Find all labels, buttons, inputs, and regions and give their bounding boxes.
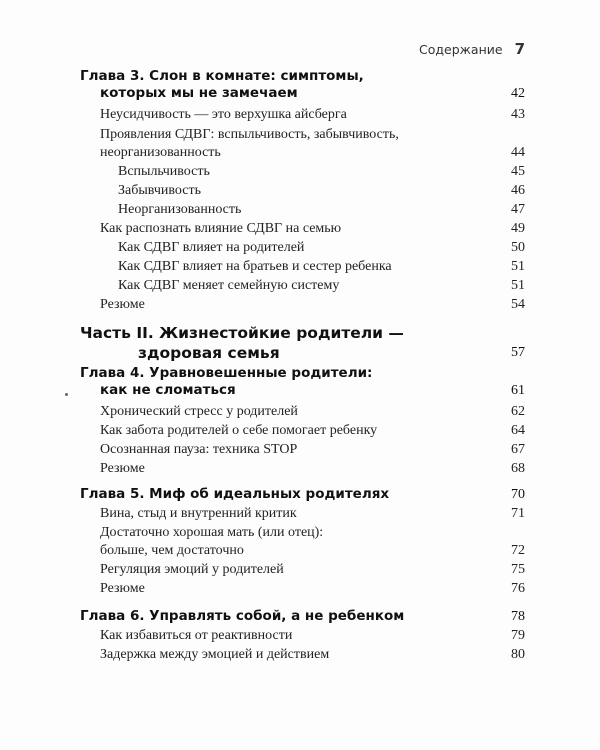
toc-entry-title: Проявления СДВГ: вспыльчивость, забывчивость, xyxy=(100,127,399,142)
running-head xyxy=(419,40,525,58)
toc-entry-page: 44 xyxy=(511,145,525,160)
toc-entry-subsection xyxy=(80,163,525,181)
toc-entry-section xyxy=(80,627,525,645)
toc-entry-chapter xyxy=(80,68,525,102)
toc-entry-chapter xyxy=(80,486,525,503)
toc-entry-page: 79 xyxy=(511,628,525,643)
toc-entry-title: Вина, стыд и внутренний критик xyxy=(100,506,297,521)
toc-entry-title: Забывчивость xyxy=(118,183,201,198)
toc-entry-page: 67 xyxy=(511,442,525,457)
toc-entry-subsection xyxy=(80,239,525,257)
toc-entry-page: 75 xyxy=(511,562,525,577)
toc-entry-section xyxy=(80,220,525,238)
toc-entry-title: Как забота родителей о себе помогает ребенку xyxy=(100,423,378,438)
toc-entry-title: Резюме xyxy=(100,461,145,476)
toc-entry-section xyxy=(80,460,525,478)
toc-entry-title: как не сломаться xyxy=(100,382,236,398)
toc-entry-page: 78 xyxy=(511,609,525,624)
toc-entry-section xyxy=(80,403,525,421)
toc-entry-chapter xyxy=(80,365,525,399)
toc-entry-page: 50 xyxy=(511,240,525,255)
toc-entry-title: Неусидчивость — это верхушка айсберга xyxy=(100,107,347,122)
toc-entry-section xyxy=(80,505,525,523)
toc-entry-subsection xyxy=(80,258,525,276)
toc-entry-page: 45 xyxy=(511,164,525,179)
toc-entry-title: Резюме xyxy=(100,581,145,596)
toc-entry-title: Неорганизованность xyxy=(118,202,242,217)
toc-entry-title: Глава 6. Управлять собой, а не ребенком xyxy=(80,608,405,624)
toc-entry-title: Как СДВГ влияет на родителей xyxy=(118,240,305,255)
toc-entry-page: 76 xyxy=(511,581,525,596)
toc-entry-title: Как СДВГ меняет семейную систему xyxy=(118,278,340,293)
toc-entry-title: Глава 4. Уравновешенные родители: xyxy=(80,365,373,381)
toc-entry-section xyxy=(80,524,525,560)
toc-entry-title: Задержка между эмоцией и действием xyxy=(100,647,330,662)
toc-entry-title: Вспыльчивость xyxy=(118,164,210,179)
toc-entry-page: 42 xyxy=(511,86,525,101)
toc-entry-title: Как избавиться от реактивности xyxy=(100,628,293,643)
toc-entry-title: Хронический стресс у родителей xyxy=(100,404,298,419)
toc-entry-page: 57 xyxy=(511,345,525,360)
toc-entry-title: Осознанная пауза: техника STOP xyxy=(100,442,298,457)
toc-entry-title: Как распознать влияние СДВГ на семью xyxy=(100,221,342,236)
toc-entry-title: Глава 5. Миф об идеальных родителях xyxy=(80,486,390,502)
toc-entry-page: 46 xyxy=(511,183,525,198)
toc-entry-section xyxy=(80,106,525,124)
toc-entry-page: 49 xyxy=(511,221,525,236)
toc-entry-section xyxy=(80,296,525,314)
toc-entry-title: здоровая семья xyxy=(138,344,280,362)
toc-entry-page: 47 xyxy=(511,202,525,217)
toc-entry-page: 71 xyxy=(511,506,525,521)
stray-mark xyxy=(65,393,68,396)
toc-entry-title: Регуляция эмоций у родителей xyxy=(100,562,284,577)
toc-entry-page: 61 xyxy=(511,383,525,398)
running-head-section: Содержание xyxy=(419,42,503,57)
toc-entry-title: которых мы не замечаем xyxy=(100,85,298,101)
toc-entry-title: Достаточно хорошая мать (или отец): xyxy=(100,525,324,540)
toc-entry-page: 64 xyxy=(511,423,525,438)
toc-entry-section xyxy=(80,422,525,440)
toc-entry-subsection xyxy=(80,182,525,200)
toc-entry-title: больше, чем достаточно xyxy=(100,543,244,558)
toc-entry-page: 70 xyxy=(511,487,525,502)
toc-entry-page: 80 xyxy=(511,647,525,662)
toc-entry-page: 62 xyxy=(511,404,525,419)
toc-entry-section xyxy=(80,441,525,459)
toc-entry-chapter xyxy=(80,608,525,625)
toc-entry-title: неорганизованность xyxy=(100,145,221,160)
toc-entry-part xyxy=(80,323,525,363)
toc-entry-page: 72 xyxy=(511,543,525,558)
toc-entry-page: 68 xyxy=(511,461,525,476)
toc-entry-page: 54 xyxy=(511,297,525,312)
toc-entry-section xyxy=(80,580,525,598)
toc-entry-section xyxy=(80,646,525,664)
toc-entry-page: 43 xyxy=(511,107,525,122)
toc-entry-subsection xyxy=(80,277,525,295)
toc-entry-title: Глава 3. Слон в комнате: симптомы, xyxy=(80,68,364,84)
page-number: 7 xyxy=(514,40,525,58)
toc-entry-page: 51 xyxy=(511,278,525,293)
toc-entry-title: Как СДВГ влияет на братьев и сестер ребенка xyxy=(118,259,392,274)
toc-entry-section xyxy=(80,126,525,162)
toc-entry-subsection xyxy=(80,201,525,219)
toc-entry-title: Часть II. Жизнестойкие родители — xyxy=(80,324,404,342)
toc-entry-page: 51 xyxy=(511,259,525,274)
toc-entry-section xyxy=(80,561,525,579)
toc-entry-title: Резюме xyxy=(100,297,145,312)
